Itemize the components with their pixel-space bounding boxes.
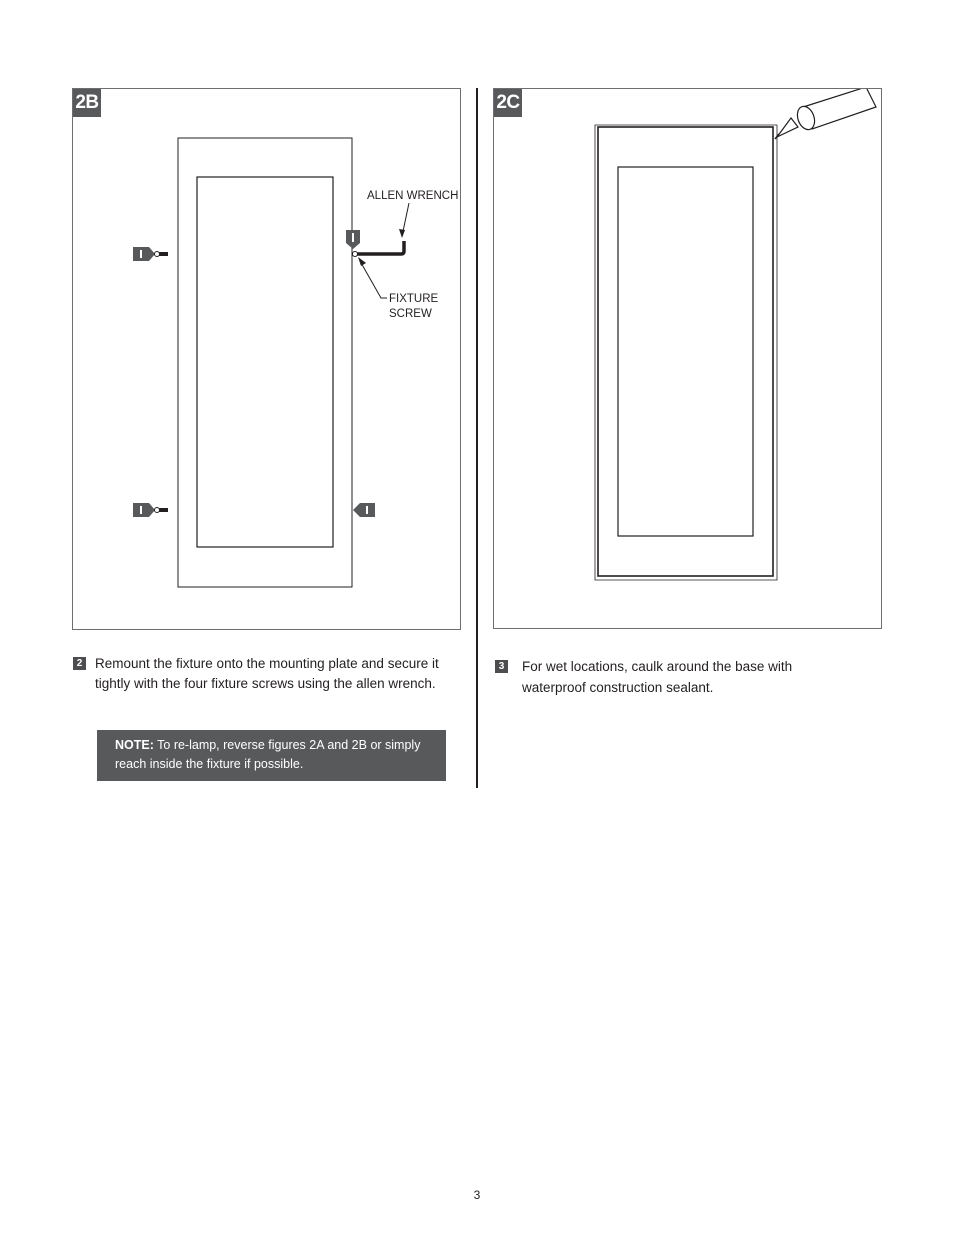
- caulk-gun-tube: [775, 89, 876, 139]
- caulk-bead: [595, 125, 777, 580]
- figure-2c-illustration: [494, 89, 883, 630]
- fixture-lens: [197, 177, 333, 547]
- fixture-lens: [618, 167, 753, 536]
- page-number: 3: [473, 1188, 481, 1202]
- screw-marker-top-left: [133, 247, 168, 261]
- step-2-text: Remount the fixture onto the mounting plate and secure it tightly with the four fixture screws using the allen wrench.: [95, 656, 439, 691]
- fixture-screw-label-line2: SCREW: [389, 308, 432, 320]
- figure-2c-tag: 2C: [494, 89, 522, 117]
- screw-marker-bottom-left: [133, 503, 168, 517]
- note-box: [97, 730, 446, 781]
- note-label: NOTE:: [115, 738, 154, 752]
- figure-2c-panel: [493, 88, 882, 629]
- step-3-text: For wet locations, caulk around the base with waterproof construction sealant.: [522, 659, 793, 695]
- fixture-body: [598, 127, 773, 576]
- figure-2b-panel: [72, 88, 461, 630]
- figure-2b-illustration: [73, 89, 462, 631]
- screw-marker-top-right: [346, 230, 360, 249]
- allen-wrench: [353, 241, 405, 257]
- column-divider: [476, 88, 478, 788]
- fixture-screw-label-line1: FIXTURE: [389, 293, 439, 305]
- allen-wrench-label: ALLEN WRENCH: [367, 190, 459, 202]
- step-number-3: 3: [495, 660, 508, 673]
- note-text: To re-lamp, reverse figures 2A and 2B or simply reach inside the fixture if possible.: [115, 738, 421, 771]
- fixture-body: [178, 138, 352, 587]
- figure-2b-tag: 2B: [73, 89, 101, 117]
- screw-marker-bottom-right: [353, 503, 375, 517]
- step-number-2: 2: [73, 657, 86, 670]
